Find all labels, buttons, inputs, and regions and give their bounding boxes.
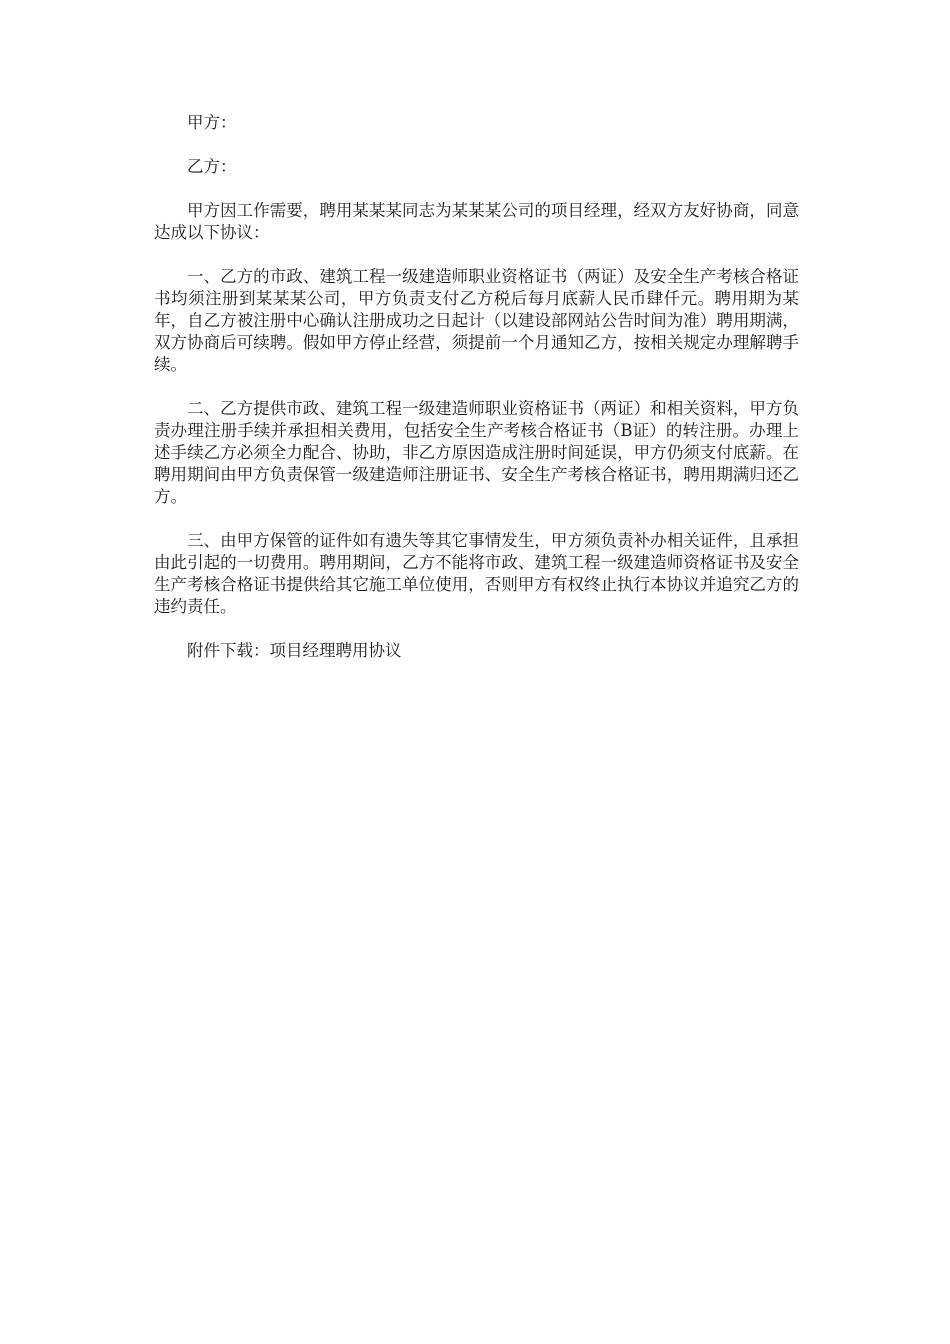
document-body bbox=[154, 112, 799, 684]
attachment-line: 附件下载：项目经理聘用协议 bbox=[187, 641, 402, 660]
party-a-line: 甲方： bbox=[187, 113, 237, 132]
intro-paragraph: 甲方因工作需要，聘用某某某同志为某某某公司的项目经理，经双方友好协商，同意达成以下协议： bbox=[154, 201, 799, 242]
clause-2-paragraph: 二、乙方提供市政、建筑工程一级建造师职业资格证书（两证）和相关资料，甲方负责办理注册手续并承担相关费用，包括安全生产考核合格证书（B证）的转注册。办理上述手续乙方必须全力配合、协助，非乙方原因造成注册时间延误，甲方仍须支付底薪。在聘用期间由甲方负责保管一级建造师注册证书、安全生产考核合格证书，聘用期满归还乙方。 bbox=[154, 399, 799, 506]
party-b-line: 乙方： bbox=[187, 157, 237, 176]
clause-3-paragraph: 三、由甲方保管的证件如有遗失等其它事情发生，甲方须负责补办相关证件，且承担由此引起的一切费用。聘用期间，乙方不能将市政、建筑工程一级建造师资格证书及安全生产考核合格证书提供给其它施工单位使用，否则甲方有权终止执行本协议并追究乙方的违约责任。 bbox=[154, 531, 799, 616]
clause-1-paragraph: 一、乙方的市政、建筑工程一级建造师职业资格证书（两证）及安全生产考核合格证书均须注册到某某某公司，甲方负责支付乙方税后每月底薪人民币肆仟元。聘用期为某年，自乙方被注册中心确认注册成功之日起计（以建设部网站公告时间为准）聘用期满，双方协商后可续聘。假如甲方停止经营，须提前一个月通知乙方，按相关规定办理解聘手续。 bbox=[154, 267, 799, 374]
